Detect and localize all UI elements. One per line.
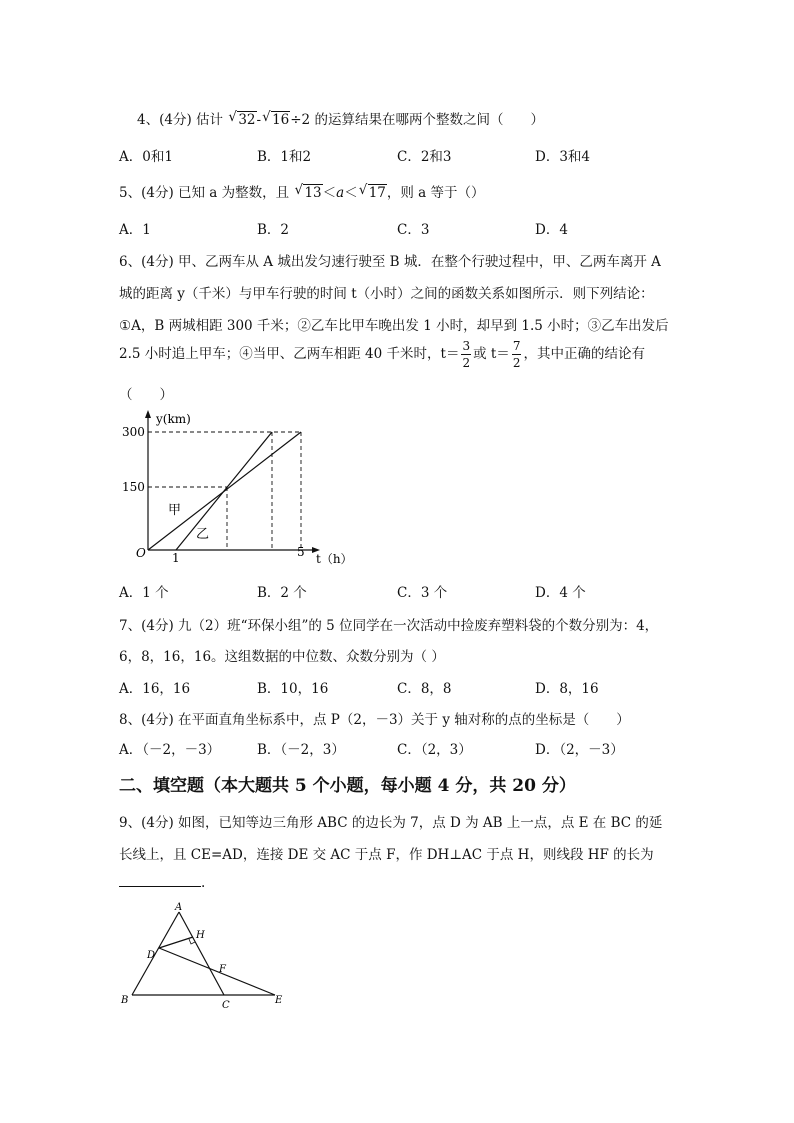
q6-answer-paren: （ ）: [119, 387, 173, 403]
q5-option-d[interactable]: D．4: [535, 222, 568, 238]
q4-option-d[interactable]: D．3和4: [535, 149, 591, 165]
q8-option-c[interactable]: C．（2，3）: [397, 742, 472, 758]
answer-blank-line[interactable]: [119, 874, 201, 887]
q6-option-d[interactable]: D．4 个: [535, 585, 586, 601]
q6-line-2: 城的距离 y（千米）与甲车行驶的时间 t（小时）之间的函数关系如图所示．则下列结论：: [119, 286, 654, 302]
q9-answer-blank[interactable]: .: [119, 874, 205, 891]
q6-option-b[interactable]: B．2 个: [257, 585, 307, 601]
q6-fraction-1: $\frac{3}{2}$: [462, 339, 471, 370]
label-a: A: [175, 902, 183, 913]
label-e: E: [275, 995, 283, 1006]
xtick-1: 1: [172, 551, 180, 565]
q7-line-1: 7、(4分) 九（2）班“环保小组”的 5 位同学在一次活动中捡废弃塑料袋的个数分别为：4，: [119, 618, 659, 634]
q7-option-c[interactable]: C．8，8: [397, 681, 452, 697]
q6-line-1: 6、(4分) 甲、乙两车从 A 城出发匀速行驶至 B 城．在整个行驶过程中，甲、乙两车离开 A: [119, 254, 661, 270]
q4-option-b[interactable]: B．1和2: [257, 149, 312, 165]
y-axis-label: y(km): [156, 412, 191, 426]
label-jia: 甲: [168, 503, 182, 518]
q4-option-c[interactable]: C．2和3: [397, 149, 452, 165]
section-2-heading: 二、填空题（本大题共 5 个小题，每小题 4 分，共 20 分）: [119, 776, 576, 796]
q7-option-d[interactable]: D．8，16: [535, 681, 599, 697]
q8-option-d[interactable]: D．（2，－3）: [535, 742, 624, 758]
q6-line-3: ①A，B 两城相距 300 千米；②乙车比甲车晚出发 1 小时，却早到 1.5 小时；③乙车出发后: [119, 318, 669, 334]
ytick-150: 150: [122, 480, 145, 494]
origin-label: O: [136, 546, 146, 560]
label-f: F: [219, 964, 226, 975]
q5-sqrt-2: √ 17: [368, 184, 387, 201]
q7-option-b[interactable]: B．10，16: [257, 681, 329, 697]
q4-option-a[interactable]: A．0和1: [119, 149, 173, 165]
q5-option-b[interactable]: B．2: [257, 222, 290, 238]
q4-sqrt-1: √ 32: [237, 111, 256, 128]
label-d: D: [147, 950, 156, 961]
q5-option-a[interactable]: A．1: [119, 222, 151, 238]
q6-fraction-2: $\frac{7}{2}$: [512, 339, 521, 370]
label-c: C: [222, 1000, 230, 1011]
q5-option-c[interactable]: C．3: [397, 222, 430, 238]
ytick-300: 300: [122, 425, 145, 439]
line-yi: [176, 432, 272, 550]
q9-line-2: 长线上，且 CE=AD，连接 DE 交 AC 于点 F，作 DH⊥AC 于点 H，则线段 HF 的长为: [119, 847, 654, 863]
segment-de: [159, 948, 275, 995]
q5-sqrt-1: √ 13: [303, 184, 322, 201]
label-b: B: [121, 995, 129, 1006]
q8-option-a[interactable]: A．（－2，－3）: [119, 742, 221, 758]
q7-option-a[interactable]: A．16，16: [119, 681, 191, 697]
side-ac: [179, 912, 224, 995]
q8-line-1: 8、(4分) 在平面直角坐标系中，点 P（2，－3）关于 y 轴对称的点的坐标是（ ）: [119, 712, 630, 728]
x-axis-label: t（h）: [316, 552, 353, 566]
q4-sqrt-2: √ 16: [271, 111, 290, 128]
y-axis-arrow: [145, 410, 151, 418]
q6-line-4: 2.5 小时追上甲车；④当甲、乙两车相距 40 千米时，t＝ $\frac{3}{2}$ 或 t＝ $\frac{7}{2}$ ，其中正确的结论有: [119, 339, 645, 370]
q7-line-2: 6，8，16，16。这组数据的中位数、众数分别为（ ）: [119, 649, 445, 665]
xtick-5: 5: [297, 545, 305, 559]
q6-graph: [110, 410, 360, 570]
label-h: H: [196, 930, 205, 941]
q6-option-a[interactable]: A．1 个: [119, 585, 169, 601]
label-yi: 乙: [196, 527, 210, 542]
q9-line-1: 9、(4分) 如图，已知等边三角形 ABC 的边长为 7，点 D 为 AB 上一点，点 E 在 BC 的延: [119, 815, 663, 831]
q6-option-c[interactable]: C．3 个: [397, 585, 448, 601]
q4-stem: 4、(4分) 估计 √ 32-√ 16÷2 的运算结果在哪两个整数之间（ ）: [137, 108, 544, 128]
q5-stem: 5、(4分) 已知 a 为整数，且 √ 13＜a＜√ 17，则 a 等于（）: [119, 181, 485, 201]
q8-option-b[interactable]: B．（－2，3）: [257, 742, 345, 758]
q9-triangle-figure: [115, 902, 295, 1012]
